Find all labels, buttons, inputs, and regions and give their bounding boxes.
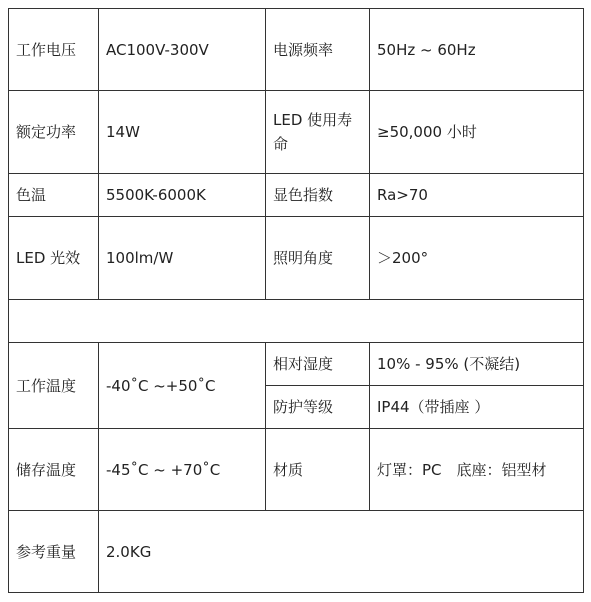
label-cell: LED 光效 (9, 217, 99, 300)
table-row (9, 217, 584, 300)
value-cell: -40˚C ~+50˚C (99, 343, 266, 429)
value-cell: -45˚C ~ +70˚C (99, 429, 266, 511)
label-cell: 电源频率 (266, 9, 370, 91)
label-cell: 参考重量 (9, 511, 99, 593)
value-cell: 14W (99, 91, 266, 174)
value-cell: 100lm/W (99, 217, 266, 300)
label-cell: LED 使用寿命 (266, 91, 370, 174)
value-cell: ＞200° (370, 217, 584, 300)
spacer-row (9, 300, 584, 343)
value-cell: 2.0KG (99, 511, 584, 593)
table-row (9, 91, 584, 174)
label-cell: 防护等级 (266, 386, 370, 429)
table-row (9, 9, 584, 91)
label-cell: 材质 (266, 429, 370, 511)
value-cell: 5500K-6000K (99, 174, 266, 217)
value-cell: 10% - 95% (不凝结) (370, 343, 584, 386)
value-cell: 50Hz ~ 60Hz (370, 9, 584, 91)
label-cell: 工作电压 (9, 9, 99, 91)
spec-table (8, 8, 584, 593)
spacer-cell (9, 300, 584, 343)
value-cell: Ra>70 (370, 174, 584, 217)
value-cell: AC100V-300V (99, 9, 266, 91)
table-row (9, 174, 584, 217)
label-cell: 额定功率 (9, 91, 99, 174)
value-cell: IP44（带插座 ） (370, 386, 584, 429)
label-cell: 相对湿度 (266, 343, 370, 386)
table-row (9, 343, 584, 386)
label-cell: 储存温度 (9, 429, 99, 511)
table-row (9, 511, 584, 593)
value-cell: ≥50,000 小时 (370, 91, 584, 174)
label-cell: 工作温度 (9, 343, 99, 429)
label-cell: 显色指数 (266, 174, 370, 217)
table-row (9, 429, 584, 511)
label-cell: 照明角度 (266, 217, 370, 300)
label-cell: 色温 (9, 174, 99, 217)
value-cell: 灯罩：PC 底座：铝型材 (370, 429, 584, 511)
